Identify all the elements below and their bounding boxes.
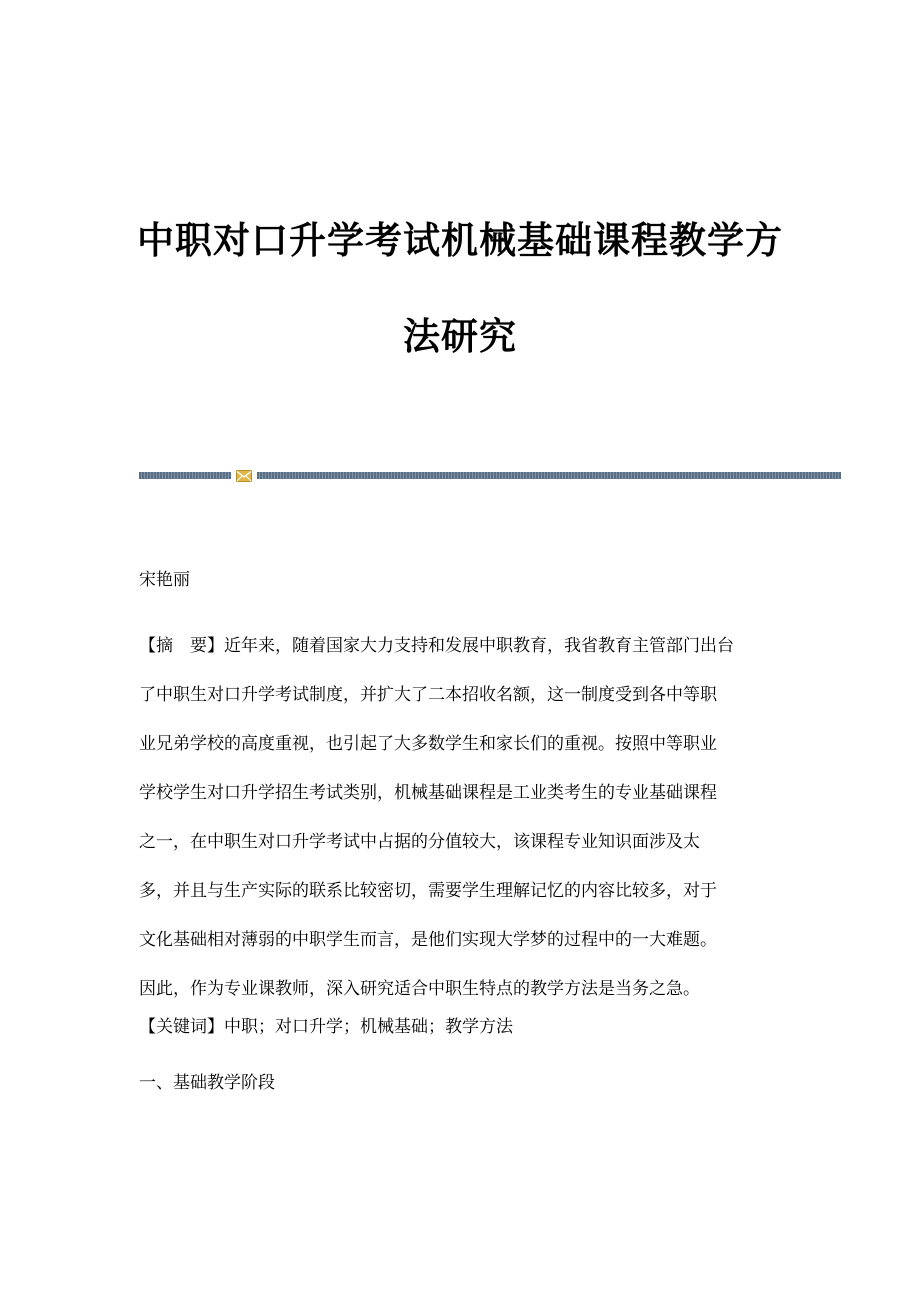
abstract-line: 【摘 要】近年来，随着国家大力支持和发展中职教育，我省教育主管部门出台 (139, 636, 734, 656)
abstract-line: 学校学生对口升学招生考试类别，机械基础课程是工业类考生的专业基础课程 (139, 783, 717, 803)
abstract-line: 多，并且与生产实际的联系比较密切，需要学生理解记忆的内容比较多，对于 (139, 881, 717, 901)
abstract-line: 文化基础相对薄弱的中职学生而言，是他们实现大学梦的过程中的一大难题。 (139, 930, 717, 950)
divider-bar-right (257, 472, 841, 479)
title-divider (139, 470, 841, 482)
abstract-line: 业兄弟学校的高度重视，也引起了大多数学生和家长们的重视。按照中等职业 (139, 734, 717, 754)
envelope-emblem-icon (236, 470, 252, 482)
abstract-paragraph (139, 622, 779, 1014)
document-title-line-1: 中职对口升学考试机械基础课程教学方 (137, 218, 783, 262)
abstract-line: 因此，作为专业课教师，深入研究适合中职生特点的教学方法是当务之急。 (139, 979, 700, 999)
abstract-line: 之一，在中职生对口升学考试中占据的分值较大，该课程专业知识面涉及太 (139, 832, 700, 852)
keywords-line: 【关键词】中职；对口升学；机械基础；教学方法 (139, 1017, 513, 1037)
divider-bar-left (139, 472, 231, 479)
author-name: 宋艳丽 (139, 570, 190, 590)
abstract-line: 了中职生对口升学考试制度，并扩大了二本招收名额，这一制度受到各中等职 (139, 685, 717, 705)
section-heading: 一、基础教学阶段 (139, 1073, 275, 1093)
document-title-line-2: 法研究 (403, 314, 517, 358)
